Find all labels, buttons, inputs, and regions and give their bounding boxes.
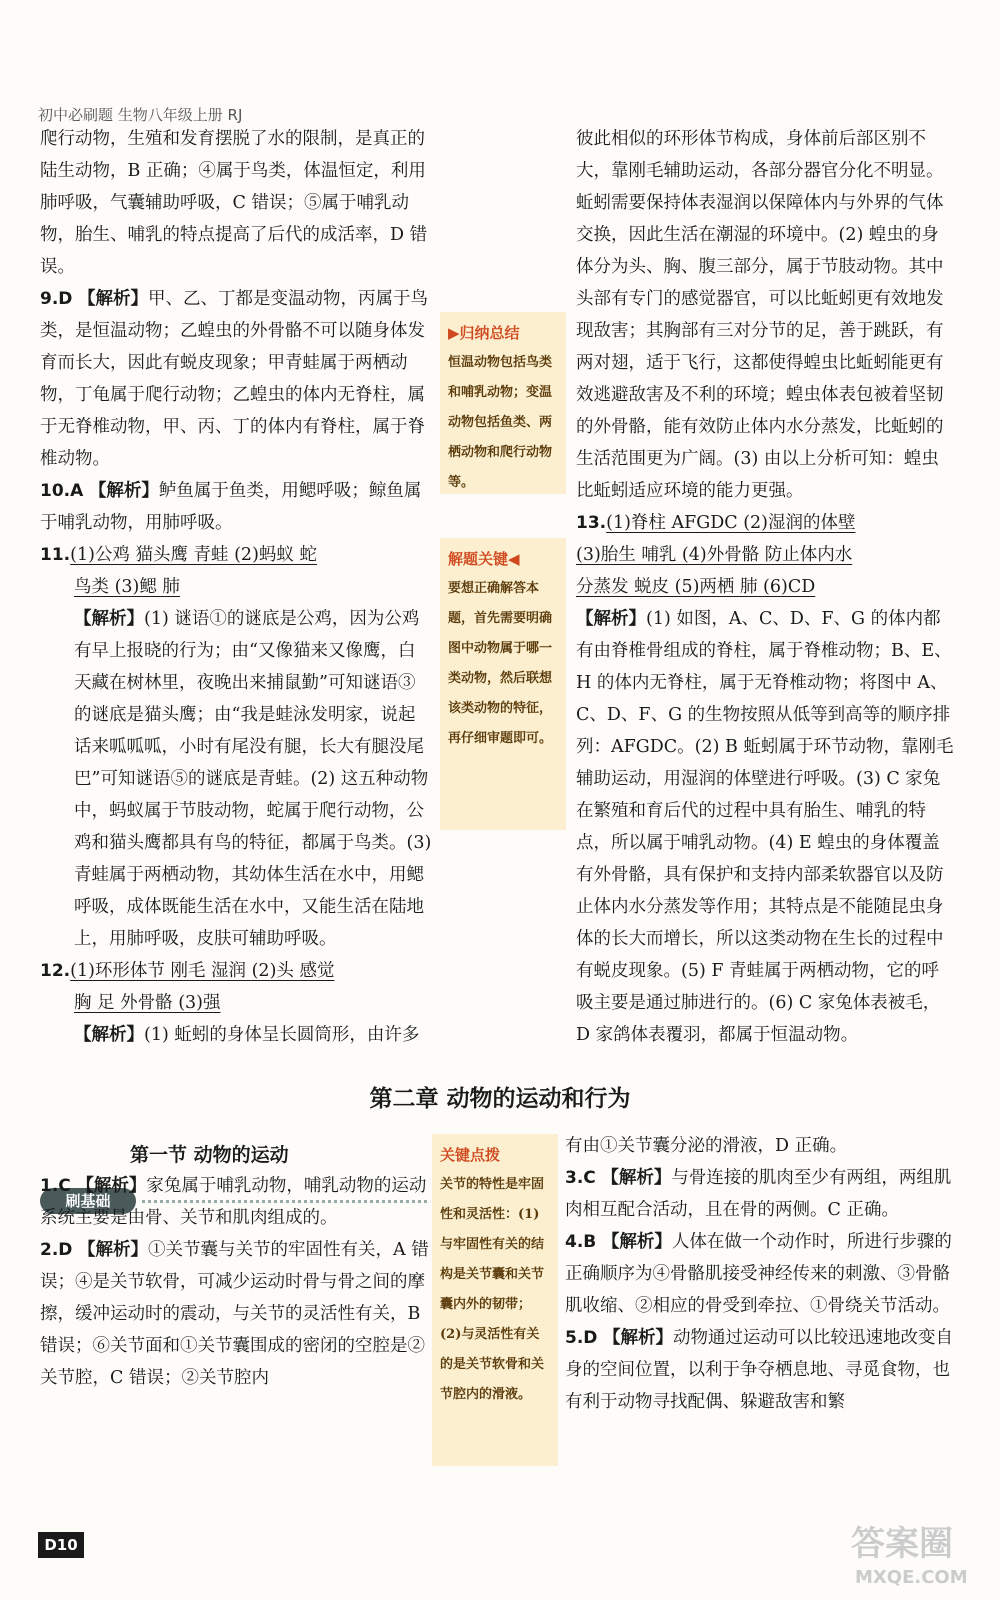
question-2: 2.D 【解析】①关节囊与关节的牢固性有关，A 错误；④是关节软骨，可减少运动时骨与骨之间的摩擦，缓冲运动时的震动，与关节的灵活性有关，B 错误；⑥关节面和①关节囊围成的密闭的空腔是②关节腔，C 错误；②关节腔内 [40,1240,429,1388]
svg-text:答案圈: 答案圈 [851,1524,953,1564]
paragraph: 爬行动物，生殖和发育摆脱了水的限制，是真正的陆生动物，B 正确；④属于鸟类，体温恒定，利用肺呼吸，气囊辅助呼吸，C 错误；⑤属于哺乳动物，胎生、哺乳的特点提高了后代的成活率，D 错误。 [40,129,428,277]
running-header: 初中必刷题 生物八年级上册 RJ [38,106,243,124]
svg-text:MXQE.COM: MXQE.COM [855,1567,968,1588]
tip-note: 关键点拨 关节的特性是牢固性和灵活性：(1)与牢固性有关的结构是关节囊和关节囊内外的韧带；(2)与灵活性有关的是关节软骨和关节腔内的滑液。 [432,1134,558,1466]
key-point-note: 解题关键◀ 要想正确解答本题，首先需要明确图中动物属于哪一类动物，然后联想该类动物的特征，再仔细审题即可。 [440,538,566,830]
question-13: 13.(1)脊柱 AFGDC (2)湿润的体壁 (3)胎生 哺乳 (4)外骨骼 防止体内水 分蒸发 蜕皮 (5)两栖 肺 (6)CD 【解析】(1) 如图，A、C、D、F、G 的体内都有由脊椎骨组成的脊柱，属于脊椎动物；B、E、H 的体内无脊柱，属于无脊椎动物；将图中 A、C、D、F、G 的生物按照从低等到高等的顺序排列：AFGDC。(2) B 蚯蚓属于环节动物，靠刚毛辅助运动，用湿润的体壁进行呼吸。(3) C 家兔在繁殖和育后代的过程中具有胎生、哺乳的特点，所以属于哺乳动物。(4) E 蝗虫的身体覆盖有外骨骼，具有保护和支持内部柔软器官以及防止体内水分蒸发等作用；其特点是不能随昆虫身体的长大而增长，所以这类动物在生长的过程中有蜕皮现象。(5) F 青蛙属于两栖动物，它的呼吸主要是通过肺进行的。(6) C 家兔体表被毛，D 家鸽体表覆羽，都属于恒温动物。 [576,513,954,1045]
question-3: 3.C 【解析】与骨连接的肌肉至少有两组，两组肌肉相互配合活动，且在骨的两侧。C 正确。 [565,1168,952,1220]
right-column-2 [565,1130,955,1418]
question-5: 5.D 【解析】动物通过运动可以比较迅速地改变自身的空间位置，以利于争夺栖息地、寻觅食物，也有利于动物寻找配偶、躲避敌害和繁 [565,1328,953,1412]
question-12: 12.(1)环形体节 刚毛 湿润 (2)头 感觉 胸 足 外骨骼 (3)强 【解析】(1) 蚯蚓的身体呈长圆筒形，由许多 [40,961,420,1045]
chapter-title: 第二章 动物的运动和行为 [369,1086,631,1112]
question-10: 10.A 【解析】鲈鱼属于鱼类，用鳃呼吸；鲸鱼属于哺乳动物，用肺呼吸。 [40,481,422,533]
question-1: 1.C 【解析】家兔属于哺乳动物，哺乳动物的运动系统主要是由骨、关节和肌肉组成的。 [40,1176,427,1228]
paragraph: 彼此相似的环形体节构成，身体前后部区别不大，靠刚毛辅助运动，各部分器官分化不明显。蚯蚓需要保持体表湿润以保障体内与外界的气体交换，因此生活在潮湿的环境中。(2) 蝗虫的身体分为头、胸、腹三部分，属于节肢动物。其中头部有专门的感觉器官，可以比蚯蚓更有效地发现敌害；其胸部有三对分节的足，善于跳跃，有两对翅，适于飞行，这都使得蝗虫比蚯蚓能更有效逃避敌害及不利的环境；蝗虫体表包被着坚韧的外骨骼，能有效防止体内水分蒸发，比蚯蚓的生活范围更为广阔。(3) 由以上分析可知：蝗虫比蚯蚓适应环境的能力更强。 [576,129,944,501]
right-column [576,123,954,1051]
question-4: 4.B 【解析】人体在做一个动作时，所进行步骤的正确顺序为④骨骼肌接受神经传来的刺激、③骨骼肌收缩、②相应的骨受到牵拉、①骨绕关节活动。 [565,1232,952,1316]
summary-note: ▶归纳总结 恒温动物包括鸟类和哺乳动物；变温动物包括鱼类、两栖动物和爬行动物等。 [440,312,566,494]
watermark-logo [845,1515,985,1590]
question-9: 9.D 【解析】甲、乙、丁都是变温动物，丙属于鸟类，是恒温动物；乙蝗虫的外骨骼不可以随身体发育而长大，因此有蜕皮现象；甲青蛙属于两栖动物，丁龟属于爬行动物；乙蝗虫的体内无脊柱，属于无脊椎动物，甲、丙、丁的体内有脊柱，属于脊椎动物。 [40,289,428,469]
basics-badge: 刷基础 [40,1188,136,1214]
question-11: 11.(1)公鸡 猫头鹰 青蛙 (2)蚂蚁 蛇 鸟类 (3)鳃 肺 【解析】(1) 谜语①的谜底是公鸡，因为公鸡有早上报晓的行为；由“又像猫来又像鹰，白天藏在树林里，夜晚出来捕鼠勤”可知谜语③的谜底是猫头鹰；由“我是蛙泳发明家，说起话来呱呱呱，小时有尾没有腿，长大有腿没尾巴”可知谜语⑤的谜底是青蛙。(2) 这五种动物中，蚂蚁属于节肢动物，蛇属于爬行动物，公鸡和猫头鹰都具有鸟的特征，都属于鸟类。(3) 青蛙属于两栖动物，其幼体生活在水中，用鳃呼吸，成体既能生活在水中，又能生活在陆地上，用肺呼吸，皮肤可辅助呼吸。 [40,545,432,949]
left-column [40,123,432,1051]
paragraph: 有由①关节囊分泌的滑液，D 正确。 [565,1136,848,1156]
left-column-2 [40,1170,432,1394]
section-title: 第一节 动物的运动 [130,1144,289,1166]
page-number: D10 [38,1532,84,1558]
